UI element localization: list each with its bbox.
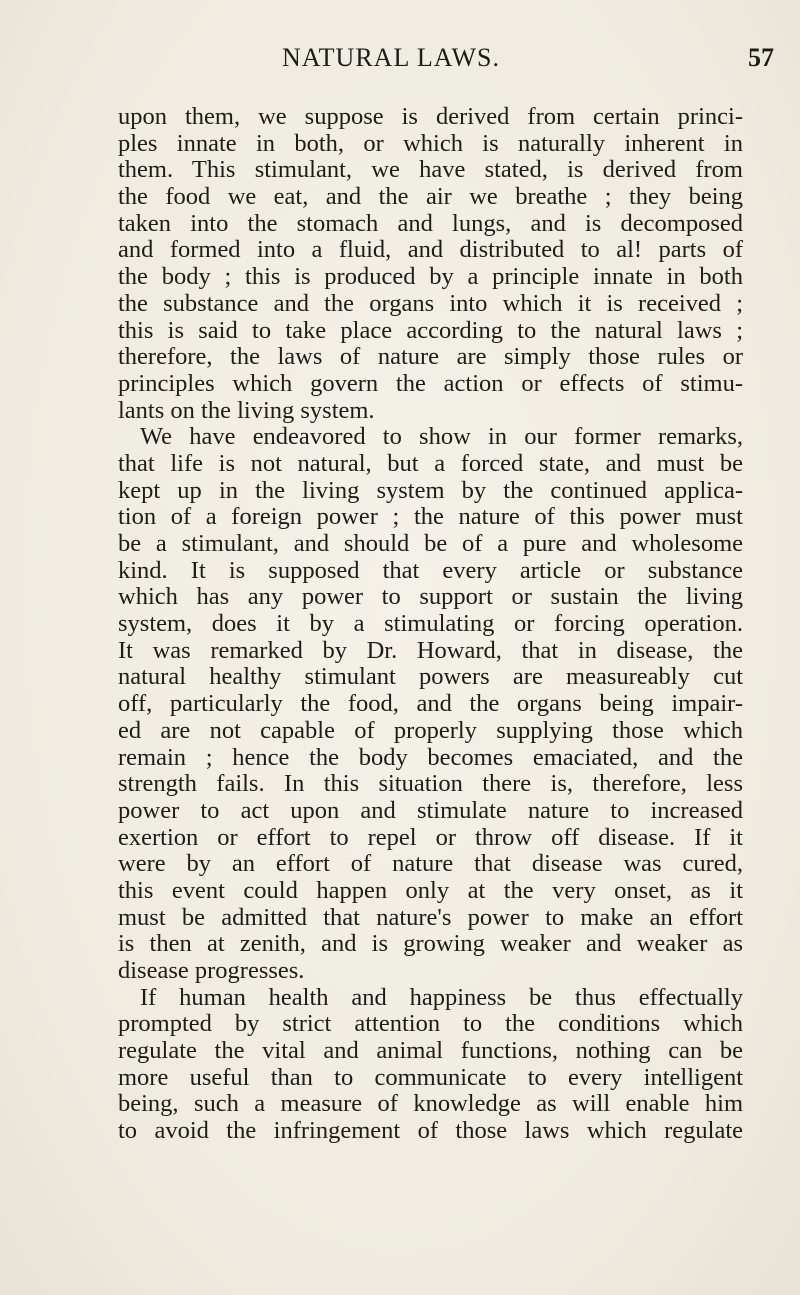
text-line: upon them, we suppose is derived from certain princi-	[118, 103, 743, 130]
text-line: the body ; this is produced by a principle innate in both	[118, 263, 743, 291]
text-line: and formed into a fluid, and distributed to al! parts of	[118, 236, 743, 264]
text-line: that life is not natural, but a forced state, and must be	[118, 449, 743, 477]
text-line: this is said to take place according to the natural laws ;	[118, 316, 743, 344]
text-line: It was remarked by Dr. Howard, that in disease, the	[118, 636, 743, 664]
page-number: 57	[748, 43, 774, 72]
text-line: them. This stimulant, we have stated, is derived from	[118, 156, 743, 184]
running-head	[0, 38, 800, 78]
text-line: natural healthy stimulant powers are measureably cut	[118, 663, 743, 691]
text-line: be a stimulant, and should be of a pure and wholesome	[118, 530, 743, 557]
text-line: taken into the stomach and lungs, and is decomposed	[118, 209, 743, 237]
text-line: were by an effort of nature that disease was cured,	[118, 850, 743, 878]
text-line: power to act upon and stimulate nature to increased	[118, 796, 743, 824]
text-line: We have endeavored to show in our former remarks,	[140, 423, 743, 451]
running-head-title: NATURAL LAWS.	[282, 43, 500, 72]
text-line: is then at zenith, and is growing weaker and weaker as	[118, 930, 743, 958]
text-line: this event could happen only at the very onset, as it	[118, 876, 743, 904]
text-line: ed are not capable of properly supplying those which	[118, 716, 743, 744]
text-line: principles which govern the action or effects of stimu-	[118, 369, 743, 397]
text-line: prompted by strict attention to the conditions which	[118, 1010, 743, 1038]
text-line: therefore, the laws of nature are simply those rules or	[118, 343, 743, 371]
text-line: ples innate in both, or which is naturally inherent in	[118, 129, 743, 157]
text-line: strength fails. In this situation there is, therefore, less	[118, 770, 743, 798]
text-line: kept up in the living system by the continued applica-	[118, 476, 743, 504]
text-line: system, does it by a stimulating or forcing operation.	[118, 610, 743, 638]
text-line: remain ; hence the body becomes emaciated, and the	[118, 743, 743, 771]
text-line: lants on the living system.	[118, 396, 375, 424]
body-text	[118, 104, 743, 1145]
text-line: to avoid the infringement of those laws which regulate	[118, 1117, 743, 1145]
text-line: off, particularly the food, and the organs being impair-	[118, 690, 743, 718]
text-line: If human health and happiness be thus effectually	[140, 983, 743, 1011]
text-line: kind. It is supposed that every article or substance	[118, 556, 743, 584]
text-line: which has any power to support or sustain the living	[118, 583, 743, 611]
text-line: must be admitted that nature's power to make an effort	[118, 903, 743, 931]
text-line: the substance and the organs into which it is received ;	[118, 289, 743, 317]
text-line: tion of a foreign power ; the nature of this power must	[118, 503, 743, 531]
text-line: more useful than to communicate to every intelligent	[118, 1063, 743, 1091]
text-line: exertion or effort to repel or throw off disease. If it	[118, 823, 743, 851]
text-line: being, such a measure of knowledge as will enable him	[118, 1090, 743, 1118]
text-line: regulate the vital and animal functions, nothing can be	[118, 1037, 743, 1065]
text-line: disease progresses.	[118, 957, 305, 984]
text-line: the food we eat, and the air we breathe ; they being	[118, 183, 743, 211]
